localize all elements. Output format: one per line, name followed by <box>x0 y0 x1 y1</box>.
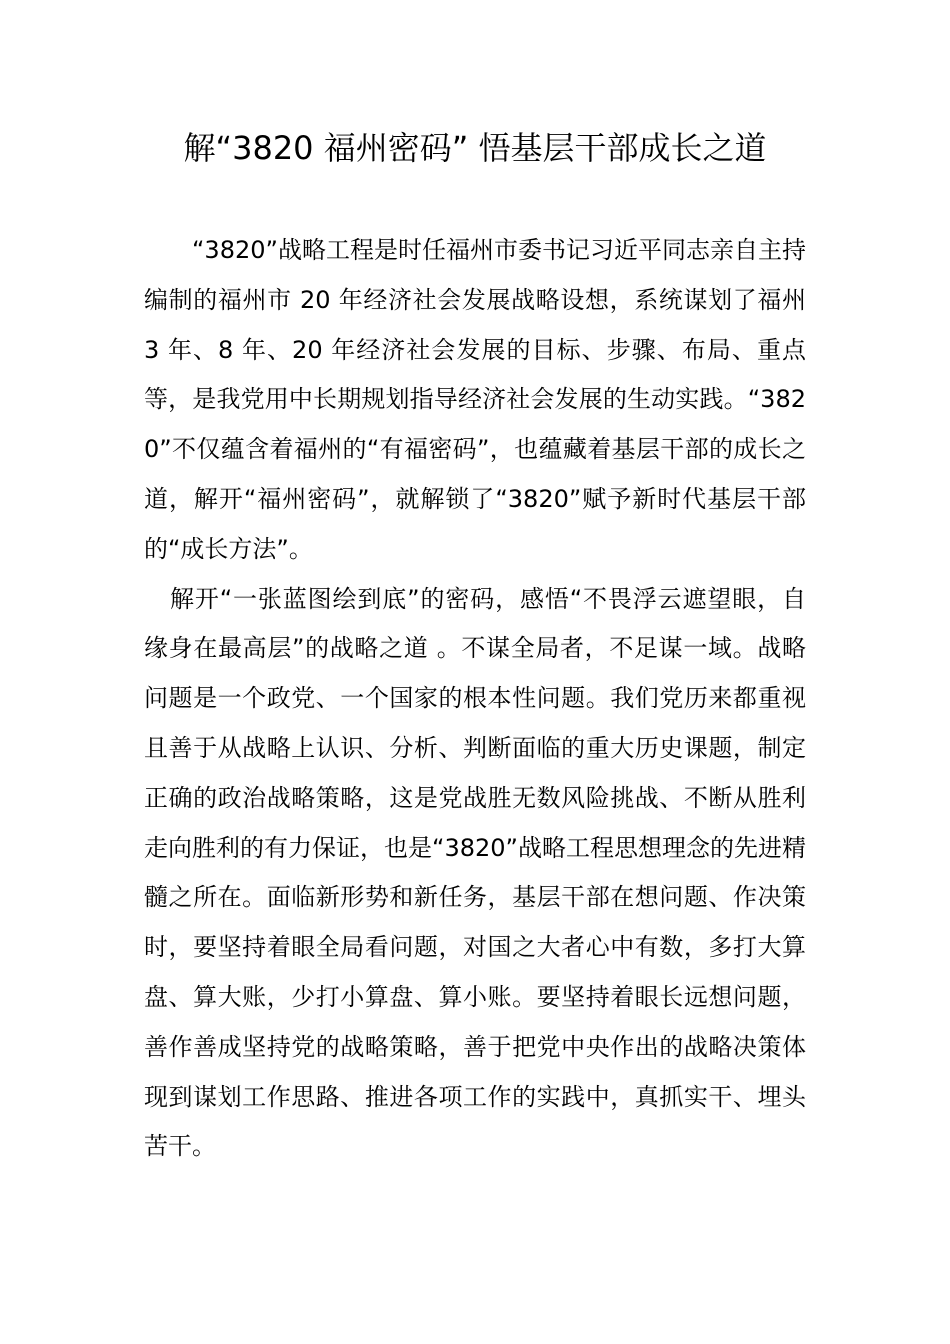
paragraph-intro: “3820”战略工程是时任福州市委书记习近平同志亲自主持编制的福州市 20 年经济社会发展战略设想，系统谋划了福州 3 年、8 年、20 年经济社会发展的目标、步骤、布局、重点等，是我党用中长期规划指导经济社会发展的生动实践。“3820”不仅蕴含着福州的“有福密码”，也蕴藏着基层干部的成长之道，解开“福州密码”，就解锁了“3820”赋予新时代基层干部的“成长方法”。 <box>144 236 806 563</box>
document-body <box>144 226 806 1172</box>
paragraph-strategy: 解开“一张蓝图绘到底”的密码，感悟“不畏浮云遮望眼，自缘身在最高层”的战略之道 。不谋全局者，不足谋一域。战略问题是一个政党、一个国家的根本性问题。我们党历来都重视且善于从战略上认识、分析、判断面临的重大历史课题，制定正确的政治战略策略，这是党战胜无数风险挑战、不断从胜利走向胜利的有力保证，也是“3820”战略工程思想理念的先进精髓之所在。面临新形势和新任务，基层干部在想问题、作决策时，要坚持着眼全局看问题，对国之大者心中有数，多打大算盘、算大账，少打小算盘、算小账。要坚持着眼长远想问题，善作善成坚持党的战略策略，善于把党中央作出的战略决策体现到谋划工作思路、推进各项工作的实践中，真抓实干、埋头苦干。 <box>144 584 806 1161</box>
document-title: 解“3820 福州密码” 悟基层干部成长之道 <box>183 129 767 167</box>
